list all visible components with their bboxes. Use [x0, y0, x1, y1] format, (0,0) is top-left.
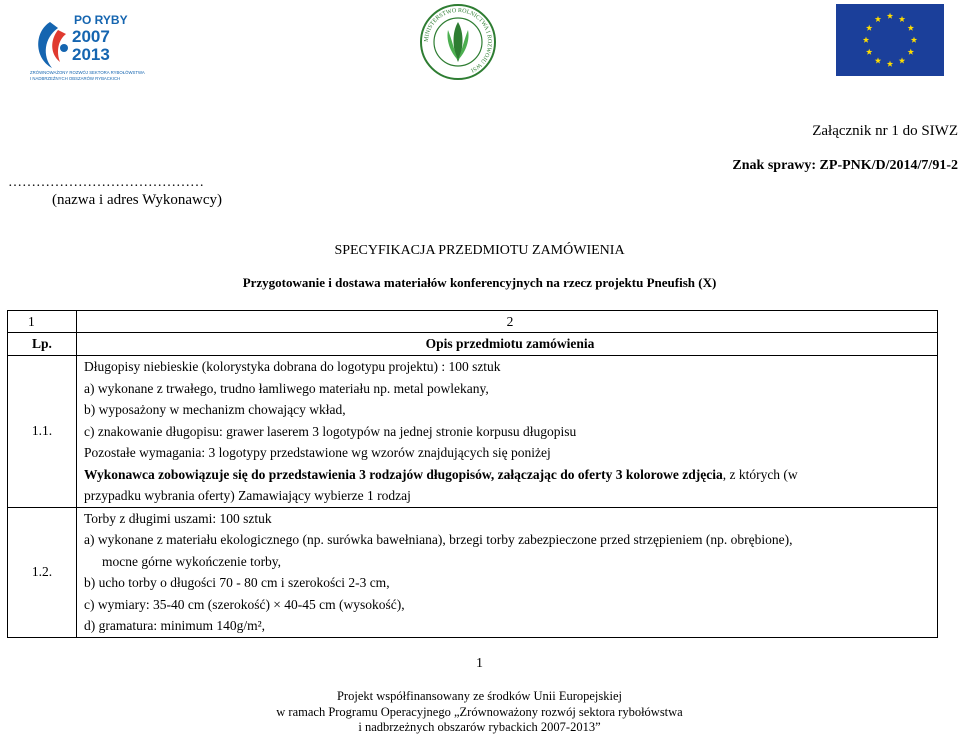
svg-text:I NADBRZEŻNYCH OBSZARÓW RYBACK: I NADBRZEŻNYCH OBSZARÓW RYBACKICH	[30, 76, 121, 81]
svg-text:ZRÓWNOWAŻONY ROZWÓJ SEKTORA RY: ZRÓWNOWAŻONY ROZWÓJ SEKTORA RYBOŁÓWSTWA	[30, 70, 145, 75]
svg-text:2013: 2013	[72, 45, 110, 64]
footer-line: Projekt współfinansowany ze środków Unii Europejskiej	[336, 689, 623, 703]
contractor-label: (nazwa i adres Wykonawcy)	[52, 192, 222, 208]
description-line: c) znakowanie długopisu: grawer laserem 3 logotypów na jednej stronie korpusu długopisu	[84, 423, 577, 439]
description-line: Torby z długimi uszami: 100 sztuk	[84, 510, 272, 526]
description-line: Pozostałe wymagania: 3 logotypy przedstawione wg wzorów znajdujących się poniżej	[84, 445, 551, 460]
description-line	[84, 464, 937, 486]
bold-requirement: Wykonawca zobowiązuje się do przedstawienia 3 rodzajów długopisów, załączając do oferty 3 kolorowe zdjęcia	[84, 466, 723, 482]
description-line: b) ucho torby o długości 70 - 80 cm i szerokości 2-3 cm,	[84, 575, 390, 590]
footer	[0, 689, 959, 736]
row-number: 1.2.	[8, 507, 77, 637]
column-header-description: Opis przedmiotu zamówienia	[77, 333, 938, 356]
footer-line: i nadbrzeżnych obszarów rybackich 2007-2013”	[358, 720, 601, 734]
column-number: 1	[8, 311, 77, 333]
column-header-lp: Lp.	[8, 333, 77, 356]
svg-text:PO RYBY: PO RYBY	[74, 13, 128, 27]
footer-line: w ramach Programu Operacyjnego „Zrównoważony rozwój sektora rybołówstwa	[276, 704, 683, 719]
requirement-rest: , z których (w	[722, 466, 798, 482]
description-line: mocne górne wykończenie torby,	[102, 553, 282, 569]
page-number: 1	[476, 656, 483, 671]
description-line: przypadku wybrania oferty) Zamawiający wybierze 1 rodzaj	[84, 488, 411, 503]
description-line: b) wyposażony w mechanizm chowający wkład,	[84, 402, 346, 417]
description-line: Długopisy niebieskie (kolorystyka dobrana do logotypu projektu) : 100 sztuk	[84, 359, 501, 374]
document-subtitle: Przygotowanie i dostawa materiałów konferencyjnych na rzecz projektu Pneufish (X)	[242, 275, 717, 290]
table-row	[8, 507, 938, 637]
description-line: a) wykonane z trwałego, trudno łamliwego materiału np. metal powlekany,	[84, 380, 489, 396]
table-row	[8, 356, 938, 508]
poryby-logo	[28, 8, 148, 92]
annex-label: Załącznik nr 1 do SIWZ	[812, 123, 958, 139]
ministry-logo	[418, 2, 498, 82]
row-description	[77, 356, 938, 508]
column-header-row	[8, 333, 938, 356]
svg-text:MINISTERSTWO ROLNICTWA I ROZWO: MINISTERSTWO ROLNICTWA I ROZWOJU WSI	[423, 7, 493, 73]
contractor-dots: ……………………………………	[8, 175, 204, 190]
column-number-row	[8, 311, 938, 333]
case-number: Znak sprawy: ZP-PNK/D/2014/7/91-2	[732, 158, 958, 173]
description-line: c) wymiary: 35-40 cm (szerokość) × 40-45 cm (wysokość),	[84, 596, 405, 612]
description-line: a) wykonane z materiału ekologicznego (np. surówka bawełniana), brzegi torby zabezpieczone przed strzępieniem (np. obrębione),	[84, 532, 793, 547]
column-number: 2	[77, 311, 938, 333]
eu-flag-logo	[836, 4, 944, 76]
document-title: SPECYFIKACJA PRZEDMIOTU ZAMÓWIENIA	[334, 243, 625, 258]
svg-text:2007: 2007	[72, 27, 110, 46]
row-description	[77, 507, 938, 637]
row-number: 1.1.	[8, 356, 77, 508]
specification-table	[7, 310, 938, 638]
description-line: d) gramatura: minimum 140g/m²,	[84, 618, 266, 633]
